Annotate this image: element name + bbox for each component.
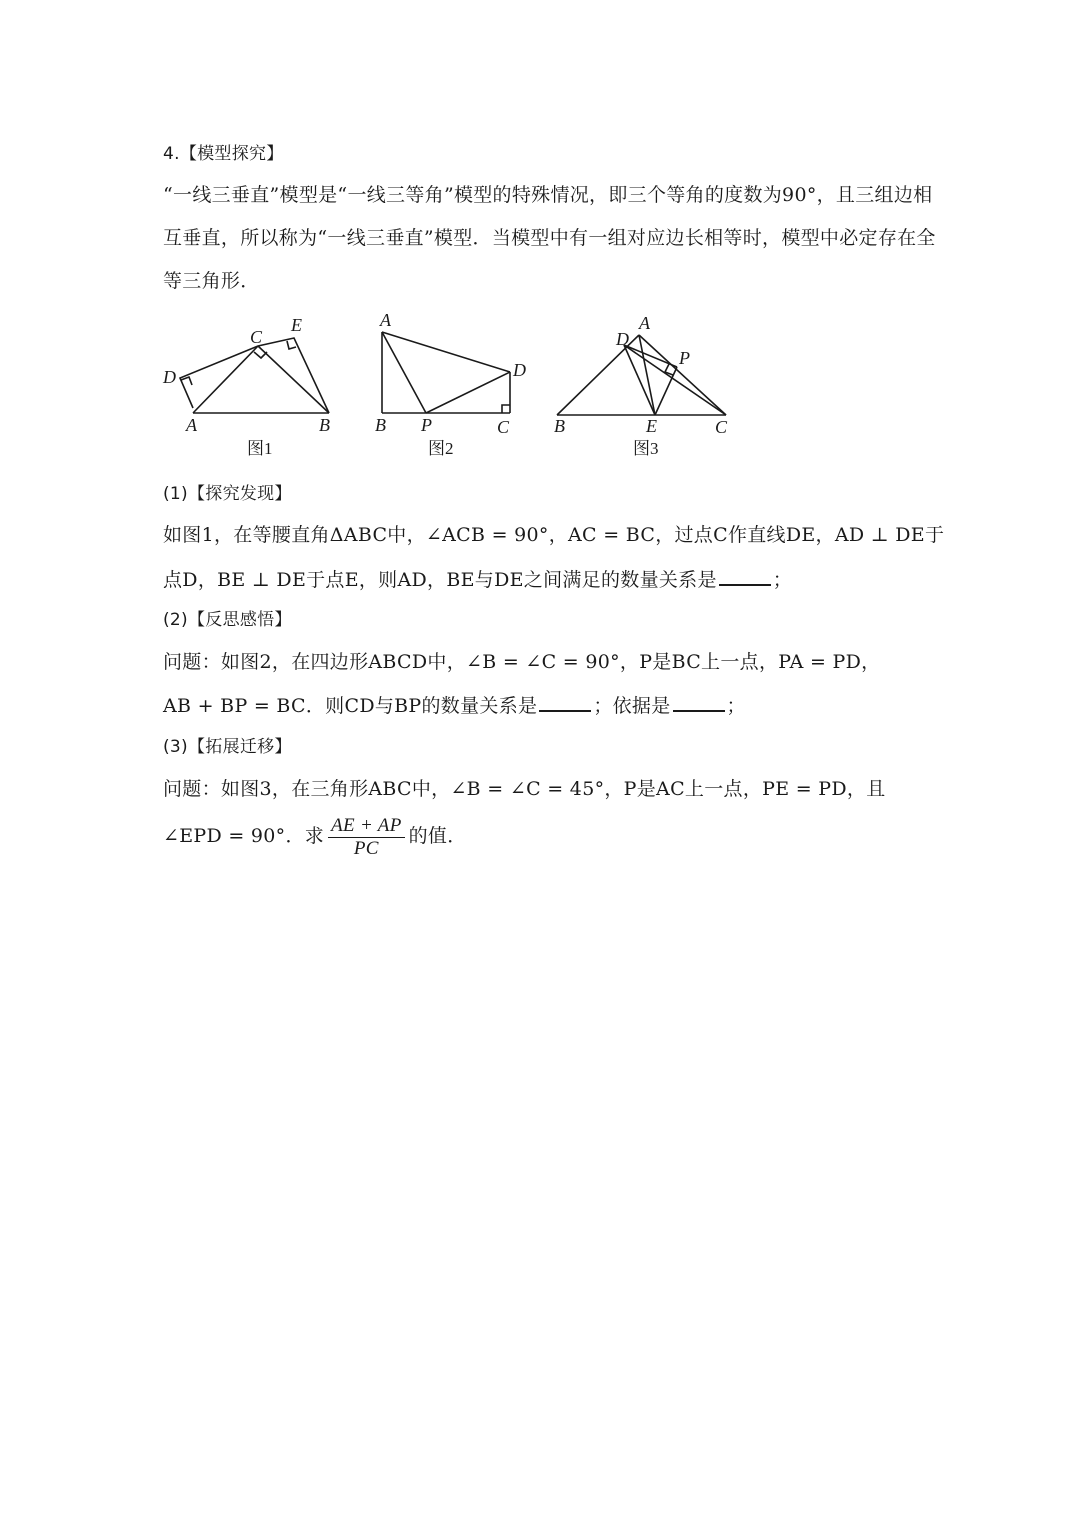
fig3-label-E: D bbox=[616, 329, 629, 349]
fig1-segment-AC bbox=[193, 346, 258, 413]
part1-line-1: 如图1，在等腰直角ΔABC中，∠ACB = 90°，AC = BC，过点C作直线DE，AD ⊥ DE于 bbox=[163, 524, 945, 546]
part1-line-2-end: ； bbox=[772, 569, 793, 591]
question-number: 4. bbox=[163, 144, 180, 164]
part1-line-2-text: 点D，BE ⊥ DE于点E，则AD，BE与DE之间满足的数量关系是 bbox=[163, 569, 717, 591]
figures-diagram bbox=[155, 305, 755, 465]
fig3-label-B: B bbox=[554, 416, 565, 436]
fig2-label-D: D bbox=[513, 360, 526, 380]
part2-line-2 bbox=[163, 692, 746, 718]
fig1-right-angle-C bbox=[254, 352, 267, 358]
fig2-label-B: B bbox=[375, 415, 386, 435]
intro-line-2: 互垂直，所以称为“一线三垂直”模型．当模型中有一组对应边长相等时，模型中必定存在全 bbox=[163, 227, 936, 249]
fig1-label-B: B bbox=[319, 415, 330, 435]
part3-line-2-end: 的值． bbox=[408, 825, 467, 847]
part3-line-2 bbox=[163, 813, 467, 860]
fig2-label-C: C bbox=[497, 417, 510, 437]
fraction-denominator: PC bbox=[353, 837, 379, 859]
part3-line-1: 问题：如图3，在三角形ABC中，∠B = ∠C = 45°，P是AC上一点，PE = PD，且 bbox=[163, 778, 886, 800]
part1-label: (1)【探究发现】 bbox=[163, 484, 292, 504]
figure-3 bbox=[557, 335, 726, 415]
fig3-label-P: P bbox=[679, 348, 690, 368]
question-heading: 【模型探究】 bbox=[179, 144, 284, 164]
fig3-label-A: A bbox=[639, 313, 650, 333]
fig1-label-E: E bbox=[291, 315, 302, 335]
question-header bbox=[163, 142, 284, 166]
intro-line-3: 等三角形． bbox=[163, 270, 260, 292]
fig2-label-A: A bbox=[380, 310, 391, 330]
fig3-label-D: E bbox=[646, 416, 657, 436]
fig1-right-angle-E bbox=[287, 341, 296, 349]
part2-answer-blank-1[interactable] bbox=[539, 692, 591, 712]
fig2-label-P: P bbox=[421, 415, 432, 435]
part2-line-2-end: ； bbox=[726, 695, 746, 717]
part2-answer-blank-2[interactable] bbox=[673, 692, 725, 712]
part2-line-1: 问题：如图2，在四边形ABCD中，∠B = ∠C = 90°，P是BC上一点，PA = PD， bbox=[163, 651, 881, 673]
figure-2 bbox=[382, 332, 510, 413]
part1-line-2 bbox=[163, 566, 792, 592]
figure-2-labels bbox=[375, 310, 526, 458]
part2-label: (2)【反思感悟】 bbox=[163, 610, 292, 630]
part1-answer-blank[interactable] bbox=[719, 566, 771, 586]
part3-label: (3)【拓展迁移】 bbox=[163, 737, 292, 757]
fig3-label-C: C bbox=[715, 417, 728, 437]
fig1-caption: 图1 bbox=[247, 439, 273, 458]
fig1-segment-BC bbox=[258, 346, 329, 413]
fig2-segment-PD bbox=[426, 372, 510, 413]
fig3-caption: 图3 bbox=[633, 439, 659, 458]
figure-1 bbox=[180, 338, 329, 413]
part3-fraction bbox=[328, 815, 405, 860]
intro-line-1: “一线三垂直”模型是“一线三等角”模型的特殊情况，即三个等角的度数为90°，且三组边相 bbox=[163, 184, 933, 206]
fig1-label-D: D bbox=[163, 367, 176, 387]
figure-3-labels bbox=[554, 313, 728, 458]
fig2-right-angle-C bbox=[502, 405, 510, 413]
fraction-numerator: AE + AP bbox=[328, 815, 405, 838]
part2-line-2-mid: ；依据是 bbox=[593, 695, 671, 717]
fig1-label-C: C bbox=[250, 327, 263, 347]
part2-line-2-text: AB + BP = BC．则CD与BP的数量关系是 bbox=[163, 695, 538, 717]
fig1-label-A: A bbox=[186, 415, 197, 435]
figure-1-labels bbox=[162, 315, 330, 458]
part3-line-2-text: ∠EPD = 90°．求 bbox=[163, 825, 325, 847]
fig2-caption: 图2 bbox=[428, 439, 454, 458]
